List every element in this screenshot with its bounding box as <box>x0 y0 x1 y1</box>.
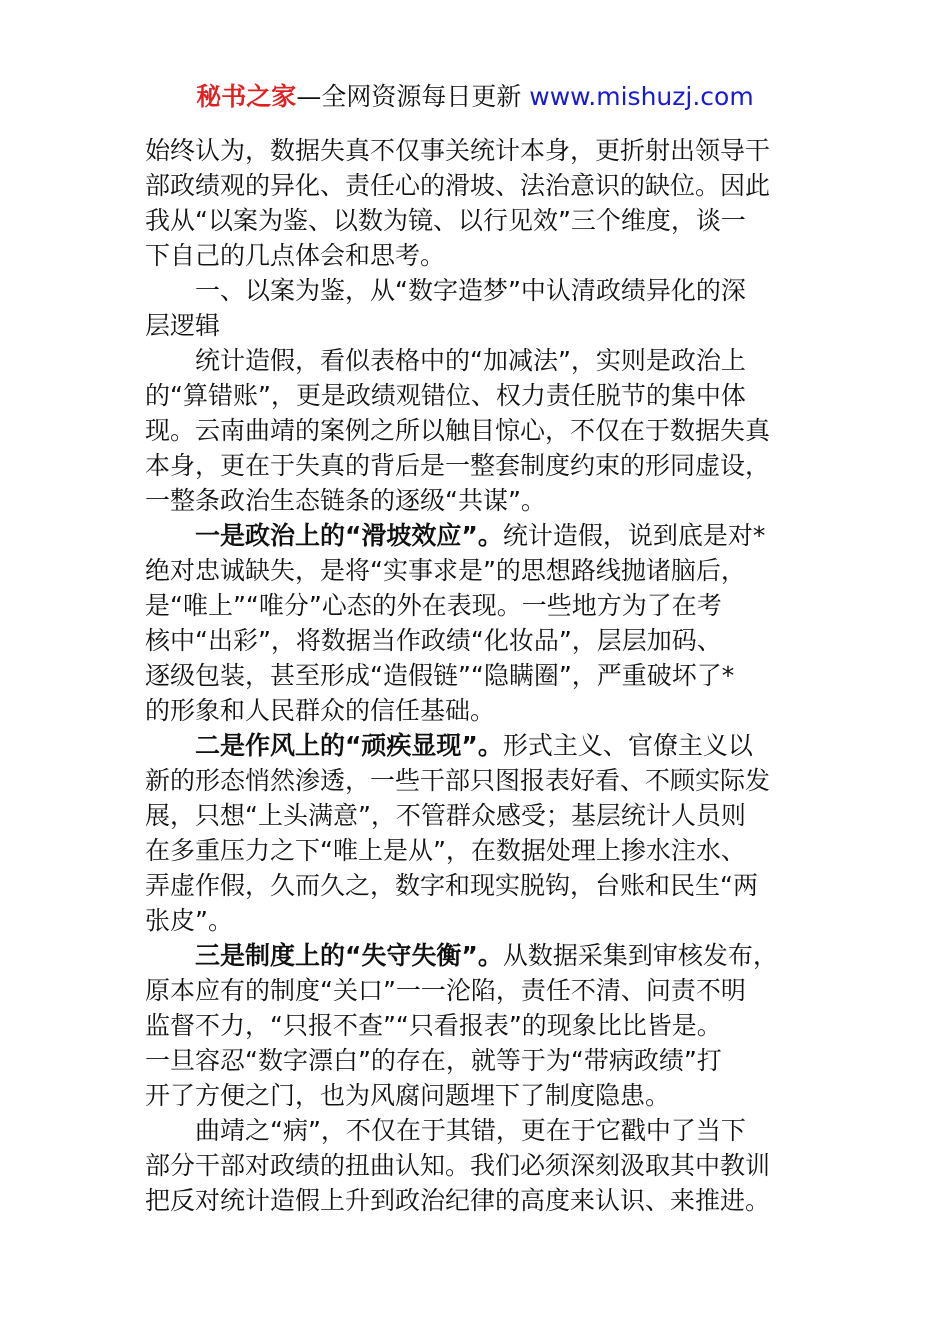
section-heading-continued: 层逻辑 <box>145 311 221 340</box>
section-heading: 一、以案为鉴，从“数字造梦”中认清政绩异化的深 <box>195 276 746 305</box>
point-two-text: 形式主义、官僚主义以 <box>502 731 753 760</box>
text-line: 本身，更在于失真的背后是一整套制度约束的形同虚设， <box>145 451 771 480</box>
point-two-line <box>145 728 815 763</box>
text-line: 一整条政治生态链条的逐级“共谋”。 <box>145 486 546 515</box>
site-header <box>0 80 950 114</box>
text-line: 始终认为，数据失真不仅事关统计本身，更折射出领导干 <box>145 136 771 165</box>
site-tagline: —全网资源每日更新 <box>296 82 530 111</box>
text-line: 原本应有的制度“关口”一一沦陷，责任不清、问责不明 <box>145 976 746 1005</box>
text-line: 是“唯上”“唯分”心态的外在表现。一些地方为了在考 <box>145 591 722 620</box>
text-line: 下自己的几点体会和思考。 <box>145 241 446 270</box>
text-line: 新的形态悄然渗透，一些干部只图报表好看、不顾实际发 <box>145 766 771 795</box>
text-line: 在多重压力之下“唯上是从”，在数据处理上掺水注水、 <box>145 836 746 865</box>
text-line: 一旦容忍“数字漂白”的存在，就等于为“带病政绩”打 <box>145 1046 722 1075</box>
text-line: 张皮”。 <box>145 906 233 935</box>
text-line: 曲靖之“病”，不仅在于其错，更在于它戳中了当下 <box>195 1116 746 1145</box>
text-line: 的形象和人民群众的信任基础。 <box>145 696 496 725</box>
text-line: 监督不力，“只报不查”“只看报表”的现象比比皆是。 <box>145 1011 722 1040</box>
point-three-lead: 三是制度上的“失守失衡”。 <box>195 941 503 970</box>
text-line: 部政绩观的异化、责任心的滑坡、法治意识的缺位。因此 <box>145 171 771 200</box>
text-line: 统计造假，看似表格中的“加减法”，实则是政治上 <box>195 346 746 375</box>
text-line: 我从“以案为鉴、以数为镜、以行见效”三个维度，谈一 <box>145 206 746 235</box>
document-body <box>145 133 815 1218</box>
point-one-line <box>145 518 815 553</box>
point-one-lead: 一是政治上的“滑坡效应”。 <box>195 521 503 550</box>
point-three-text: 从数据采集到审核发布， <box>502 941 778 970</box>
point-two-lead: 二是作风上的“顽疾显现”。 <box>195 731 503 760</box>
text-line: 开了方便之门，也为风腐问题埋下了制度隐患。 <box>145 1081 671 1110</box>
text-line: 弄虚作假，久而久之，数字和现实脱钩，台账和民生“两 <box>145 871 758 900</box>
text-line: 部分干部对政绩的扭曲认知。我们必须深刻汲取其中教训 <box>145 1151 771 1180</box>
site-brand: 秘书之家 <box>196 82 297 111</box>
text-line: 的“算错账”，更是政绩观错位、权力责任脱节的集中体 <box>145 381 746 410</box>
text-line: 展，只想“上头满意”，不管群众感受；基层统计人员则 <box>145 801 746 830</box>
text-line: 现。云南曲靖的案例之所以触目惊心，不仅在于数据失真 <box>145 416 771 445</box>
point-three-line <box>145 938 815 973</box>
text-line: 把反对统计造假上升到政治纪律的高度来认识、来推进。 <box>145 1186 771 1215</box>
text-line: 逐级包装，甚至形成“造假链”“隐瞒圈”，严重破坏了* <box>145 661 735 690</box>
point-one-text: 统计造假，说到底是对* <box>502 521 766 550</box>
site-url-link[interactable]: www.mishuzj.com <box>529 82 754 111</box>
text-line: 绝对忠诚缺失，是将“实事求是”的思想路线抛诸脑后， <box>145 556 746 585</box>
text-line: 核中“出彩”，将数据当作政绩“化妆品”，层层加码、 <box>145 626 722 655</box>
